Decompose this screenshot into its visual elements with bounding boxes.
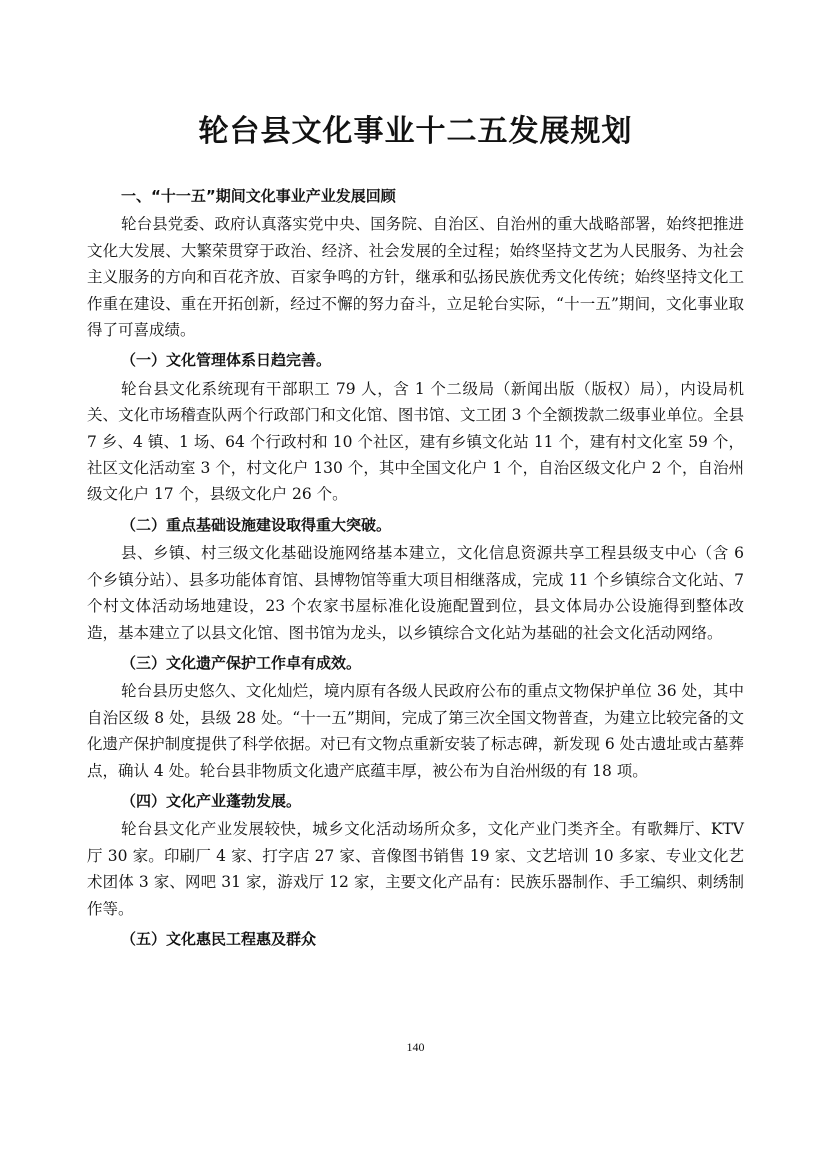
subsection-paragraph-1: 轮台县文化系统现有干部职工 79 人，含 1 个二级局（新闻出版（版权）局），内设局机关、文化市场稽查队两个行政部门和文化馆、图书馆、文工团 3 个全额拨款二级事业单位。全县 7 乡、4 镇、1 场、64 个行政村和 10 个社区，建有乡镇文化站 11 个，建有村文化室 59 个，社区文化活动室 3 个，村文化户 130 个，其中全国文化户 1 个，自治区级文化户 2 个，自治州级文化户 17 个，县级文化户 26 个。 xyxy=(87,379,744,504)
subsection-paragraph-4: 轮台县文化产业发展较快，城乡文化活动场所众多，文化产业门类齐全。有歌舞厅、KTV 厅 30 家。印刷厂 4 家、打字店 27 家、音像图书销售 19 家、文艺培训 10 多家、专业文化艺术团体 3 家、网吧 31 家，游戏厅 12 家，主要文化产品有：民族乐器制作、手工编织、刺绣制作等。 xyxy=(87,820,744,918)
document-page xyxy=(87,0,744,1175)
subsection-paragraph-2: 县、乡镇、村三级文化基础设施网络基本建立，文化信息资源共享工程县级支中心（含 6 个乡镇分站）、县多功能体育馆、县博物馆等重大项目相继落成，完成 11 个乡镇综合文化站、7 个村文体活动场地建设，23 个农家书屋标准化设施配置到位，县文体局办公设施得到整体改造，基本建立了以县文化馆、图书馆为龙头，以乡镇综合文化站为基础的社会文化活动网络。 xyxy=(87,544,744,642)
page-number: 140 xyxy=(406,1040,425,1054)
subsection-heading-3: （三）文化遗产保护工作卓有成效。 xyxy=(121,653,362,672)
subsection-heading-4: （四）文化产业蓬勃发展。 xyxy=(121,791,302,810)
subsection-heading-1: （一）文化管理体系日趋完善。 xyxy=(121,351,332,370)
subsection-heading-2: （二）重点基础设施建设取得重大突破。 xyxy=(121,515,392,534)
subsection-paragraph-3: 轮台县历史悠久、文化灿烂，境内原有各级人民政府公布的重点文物保护单位 36 处，其中自治区级 8 处，县级 28 处。“十一五”期间，完成了第三次全国文物普查，为建立比较完备的文化遗产保护制度提供了科学依据。对已有文物点重新安装了标志碑，新发现 6 处古遗址或古墓葬点，确认 4 处。轮台县非物质文化遗产底蕴丰厚，被公布为自治州级的有 18 项。 xyxy=(87,682,744,780)
document-body xyxy=(87,183,744,952)
intro-paragraph: 轮台县党委、政府认真落实党中央、国务院、自治区、自治州的重大战略部署，始终把推进文化大发展、大繁荣贯穿于政治、经济、社会发展的全过程；始终坚持文艺为人民服务、为社会主义服务的方向和百花齐放、百家争鸣的方针，继承和弘扬民族优秀文化传统；始终坚持文化工作重在建设、重在开拓创新，经过不懈的努力奋斗，立足轮台实际，“十一五”期间，文化事业取得了可喜成绩。 xyxy=(87,215,744,340)
page-title: 轮台县文化事业十二五发展规划 xyxy=(198,114,633,149)
section-heading: 一、“十一五”期间文化事业产业发展回顾 xyxy=(121,187,396,205)
subsection-heading-5: （五）文化惠民工程惠及群众 xyxy=(121,929,317,948)
